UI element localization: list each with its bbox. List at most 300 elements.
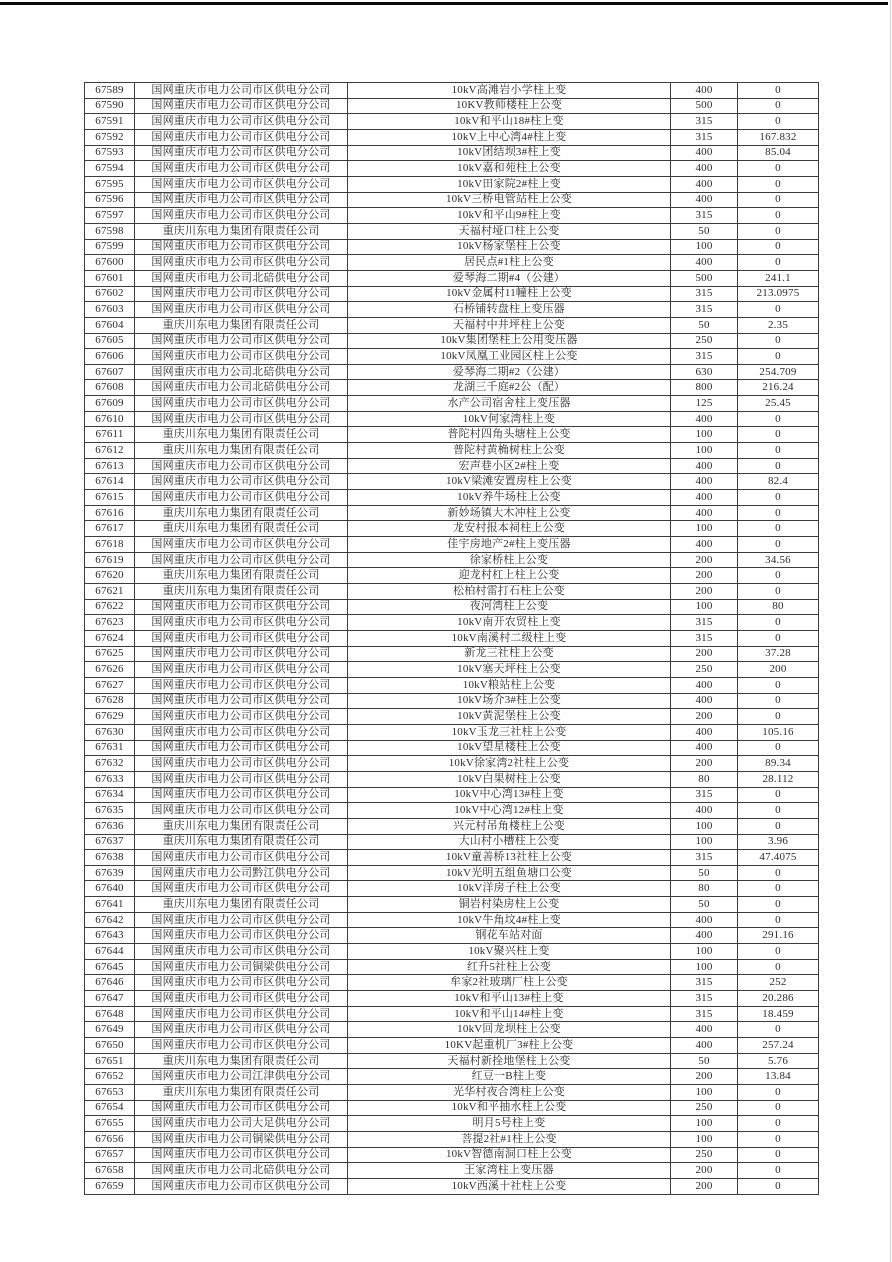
cell-company: 国网重庆市电力公司市区供电分公司 bbox=[135, 129, 348, 145]
cell-company: 国网重庆市电力公司市区供电分公司 bbox=[135, 474, 348, 490]
table-row bbox=[85, 1053, 819, 1069]
cell-value: 20.286 bbox=[738, 991, 819, 1007]
cell-name: 10kV养牛场柱上公变 bbox=[348, 490, 671, 506]
cell-name: 10kV聚兴柱上变 bbox=[348, 944, 671, 960]
cell-company: 国网重庆市电力公司北碚供电分公司 bbox=[135, 270, 348, 286]
cell-capacity: 100 bbox=[671, 599, 738, 615]
cell-capacity: 100 bbox=[671, 443, 738, 459]
cell-company: 国网重庆市电力公司北碚供电分公司 bbox=[135, 380, 348, 396]
cell-id: 67623 bbox=[85, 615, 135, 631]
cell-capacity: 500 bbox=[671, 270, 738, 286]
cell-id: 67605 bbox=[85, 333, 135, 349]
table-row bbox=[85, 161, 819, 177]
cell-name: 10kV玉龙三社柱上公变 bbox=[348, 724, 671, 740]
cell-value: 0 bbox=[738, 114, 819, 130]
cell-capacity: 315 bbox=[671, 349, 738, 365]
cell-name: 龙湖三千庭#2公（配） bbox=[348, 380, 671, 396]
cell-company: 国网重庆市电力公司市区供电分公司 bbox=[135, 756, 348, 772]
cell-id: 67625 bbox=[85, 646, 135, 662]
cell-name: 10kV南开农贸柱上变 bbox=[348, 615, 671, 631]
table-row bbox=[85, 615, 819, 631]
cell-company: 重庆川东电力集团有限责任公司 bbox=[135, 1085, 348, 1101]
table-row bbox=[85, 818, 819, 834]
cell-capacity: 400 bbox=[671, 928, 738, 944]
cell-id: 67620 bbox=[85, 568, 135, 584]
cell-name: 爱琴海二期#4（公建） bbox=[348, 270, 671, 286]
cell-value: 0 bbox=[738, 521, 819, 537]
cell-company: 国网重庆市电力公司市区供电分公司 bbox=[135, 662, 348, 678]
cell-capacity: 315 bbox=[671, 114, 738, 130]
cell-company: 重庆川东电力集团有限责任公司 bbox=[135, 505, 348, 521]
table-row bbox=[85, 349, 819, 365]
cell-capacity: 400 bbox=[671, 411, 738, 427]
table-row bbox=[85, 756, 819, 772]
table-row bbox=[85, 1178, 819, 1194]
cell-company: 国网重庆市电力公司市区供电分公司 bbox=[135, 1038, 348, 1054]
cell-id: 67634 bbox=[85, 787, 135, 803]
table-row bbox=[85, 1069, 819, 1085]
cell-company: 重庆川东电力集团有限责任公司 bbox=[135, 317, 348, 333]
transformer-table-body bbox=[85, 83, 819, 1195]
cell-value: 0 bbox=[738, 427, 819, 443]
table-row bbox=[85, 1100, 819, 1116]
table-row bbox=[85, 912, 819, 928]
cell-company: 国网重庆市电力公司市区供电分公司 bbox=[135, 1022, 348, 1038]
table-row bbox=[85, 83, 819, 99]
cell-name: 爱琴海二期#2（公建） bbox=[348, 364, 671, 380]
table-row bbox=[85, 286, 819, 302]
cell-capacity: 400 bbox=[671, 176, 738, 192]
table-row bbox=[85, 975, 819, 991]
cell-name: 10kV三桥电管站柱上公变 bbox=[348, 192, 671, 208]
cell-capacity: 200 bbox=[671, 709, 738, 725]
table-row bbox=[85, 129, 819, 145]
cell-value: 0 bbox=[738, 1147, 819, 1163]
cell-company: 国网重庆市电力公司市区供电分公司 bbox=[135, 411, 348, 427]
cell-company: 国网重庆市电力公司市区供电分公司 bbox=[135, 176, 348, 192]
cell-company: 国网重庆市电力公司市区供电分公司 bbox=[135, 396, 348, 412]
cell-id: 67644 bbox=[85, 944, 135, 960]
table-row bbox=[85, 490, 819, 506]
table-row bbox=[85, 740, 819, 756]
cell-value: 18.459 bbox=[738, 1006, 819, 1022]
cell-id: 67628 bbox=[85, 693, 135, 709]
cell-name: 光华村夜合湾柱上公变 bbox=[348, 1085, 671, 1101]
table-row bbox=[85, 521, 819, 537]
cell-capacity: 400 bbox=[671, 458, 738, 474]
cell-company: 国网重庆市电力公司市区供电分公司 bbox=[135, 1178, 348, 1194]
cell-value: 13.84 bbox=[738, 1069, 819, 1085]
cell-id: 67596 bbox=[85, 192, 135, 208]
cell-company: 国网重庆市电力公司市区供电分公司 bbox=[135, 677, 348, 693]
cell-name: 10kV和平山14#柱上变 bbox=[348, 1006, 671, 1022]
cell-id: 67649 bbox=[85, 1022, 135, 1038]
cell-capacity: 400 bbox=[671, 1038, 738, 1054]
cell-name: 天福村新拴地堡柱上公变 bbox=[348, 1053, 671, 1069]
cell-company: 国网重庆市电力公司市区供电分公司 bbox=[135, 208, 348, 224]
cell-id: 67615 bbox=[85, 490, 135, 506]
cell-capacity: 315 bbox=[671, 850, 738, 866]
cell-capacity: 400 bbox=[671, 724, 738, 740]
cell-name: 居民点#1柱上公变 bbox=[348, 255, 671, 271]
cell-id: 67650 bbox=[85, 1038, 135, 1054]
cell-capacity: 100 bbox=[671, 239, 738, 255]
table-row bbox=[85, 239, 819, 255]
cell-capacity: 400 bbox=[671, 145, 738, 161]
cell-company: 国网重庆市电力公司市区供电分公司 bbox=[135, 646, 348, 662]
cell-value: 0 bbox=[738, 1163, 819, 1179]
cell-company: 国网重庆市电力公司市区供电分公司 bbox=[135, 239, 348, 255]
cell-name: 10kV和平抽水柱上公变 bbox=[348, 1100, 671, 1116]
cell-capacity: 315 bbox=[671, 208, 738, 224]
table-row bbox=[85, 709, 819, 725]
cell-capacity: 315 bbox=[671, 302, 738, 318]
cell-id: 67655 bbox=[85, 1116, 135, 1132]
table-row bbox=[85, 677, 819, 693]
cell-value: 34.56 bbox=[738, 552, 819, 568]
cell-id: 67599 bbox=[85, 239, 135, 255]
cell-value: 0 bbox=[738, 803, 819, 819]
cell-id: 67608 bbox=[85, 380, 135, 396]
cell-value: 0 bbox=[738, 505, 819, 521]
table-row bbox=[85, 333, 819, 349]
cell-id: 67641 bbox=[85, 897, 135, 913]
cell-name: 迎龙村杠上柱上公变 bbox=[348, 568, 671, 584]
cell-id: 67609 bbox=[85, 396, 135, 412]
cell-value: 82.4 bbox=[738, 474, 819, 490]
cell-name: 10kV洋房子柱上公变 bbox=[348, 881, 671, 897]
cell-id: 67654 bbox=[85, 1100, 135, 1116]
cell-capacity: 400 bbox=[671, 474, 738, 490]
cell-company: 国网重庆市电力公司市区供电分公司 bbox=[135, 850, 348, 866]
cell-value: 0 bbox=[738, 1178, 819, 1194]
cell-id: 67658 bbox=[85, 1163, 135, 1179]
table-row bbox=[85, 599, 819, 615]
cell-id: 67653 bbox=[85, 1085, 135, 1101]
cell-company: 国网重庆市电力公司市区供电分公司 bbox=[135, 83, 348, 99]
cell-id: 67638 bbox=[85, 850, 135, 866]
table-row bbox=[85, 443, 819, 459]
cell-capacity: 400 bbox=[671, 161, 738, 177]
cell-id: 67602 bbox=[85, 286, 135, 302]
table-row bbox=[85, 255, 819, 271]
cell-value: 105.16 bbox=[738, 724, 819, 740]
cell-value: 0 bbox=[738, 865, 819, 881]
cell-name: 10kV回龙坝柱上公变 bbox=[348, 1022, 671, 1038]
cell-capacity: 400 bbox=[671, 255, 738, 271]
cell-name: 红升5社柱上公变 bbox=[348, 959, 671, 975]
cell-value: 0 bbox=[738, 458, 819, 474]
cell-value: 252 bbox=[738, 975, 819, 991]
cell-value: 0 bbox=[738, 83, 819, 99]
cell-id: 67652 bbox=[85, 1069, 135, 1085]
cell-company: 国网重庆市电力公司市区供电分公司 bbox=[135, 630, 348, 646]
cell-capacity: 250 bbox=[671, 333, 738, 349]
cell-capacity: 315 bbox=[671, 787, 738, 803]
cell-capacity: 400 bbox=[671, 537, 738, 553]
cell-name: 10kV徐家湾2社柱上公变 bbox=[348, 756, 671, 772]
cell-value: 0 bbox=[738, 1085, 819, 1101]
cell-company: 国网重庆市电力公司市区供电分公司 bbox=[135, 881, 348, 897]
cell-value: 0 bbox=[738, 443, 819, 459]
cell-name: 牟家2社玻璃厂柱上公变 bbox=[348, 975, 671, 991]
cell-value: 2.35 bbox=[738, 317, 819, 333]
cell-value: 0 bbox=[738, 161, 819, 177]
table-row bbox=[85, 427, 819, 443]
cell-capacity: 200 bbox=[671, 568, 738, 584]
cell-id: 67648 bbox=[85, 1006, 135, 1022]
cell-company: 重庆川东电力集团有限责任公司 bbox=[135, 834, 348, 850]
cell-name: 普陀村四角头塘柱上公变 bbox=[348, 427, 671, 443]
table-row bbox=[85, 208, 819, 224]
cell-value: 0 bbox=[738, 176, 819, 192]
cell-name: 10kV场介3#柱上公变 bbox=[348, 693, 671, 709]
cell-id: 67643 bbox=[85, 928, 135, 944]
cell-name: 龙安村报本祠柱上公变 bbox=[348, 521, 671, 537]
table-row bbox=[85, 145, 819, 161]
cell-value: 0 bbox=[738, 333, 819, 349]
cell-id: 67619 bbox=[85, 552, 135, 568]
cell-company: 国网重庆市电力公司市区供电分公司 bbox=[135, 1006, 348, 1022]
cell-name: 10kV集团堡柱上公用变压器 bbox=[348, 333, 671, 349]
cell-id: 67607 bbox=[85, 364, 135, 380]
cell-company: 国网重庆市电力公司北碚供电分公司 bbox=[135, 364, 348, 380]
cell-company: 重庆川东电力集团有限责任公司 bbox=[135, 1053, 348, 1069]
cell-name: 明月5号柱上变 bbox=[348, 1116, 671, 1132]
cell-company: 重庆川东电力集团有限责任公司 bbox=[135, 427, 348, 443]
cell-value: 200 bbox=[738, 662, 819, 678]
cell-name: 10kV黄泥堡柱上公变 bbox=[348, 709, 671, 725]
cell-value: 0 bbox=[738, 490, 819, 506]
cell-capacity: 400 bbox=[671, 505, 738, 521]
cell-id: 67630 bbox=[85, 724, 135, 740]
cell-capacity: 315 bbox=[671, 1006, 738, 1022]
cell-name: 徐家桥柱上公变 bbox=[348, 552, 671, 568]
cell-capacity: 200 bbox=[671, 552, 738, 568]
cell-company: 国网重庆市电力公司市区供电分公司 bbox=[135, 145, 348, 161]
table-row bbox=[85, 98, 819, 114]
cell-id: 67633 bbox=[85, 771, 135, 787]
cell-company: 重庆川东电力集团有限责任公司 bbox=[135, 223, 348, 239]
cell-capacity: 100 bbox=[671, 427, 738, 443]
table-row bbox=[85, 1116, 819, 1132]
cell-id: 67603 bbox=[85, 302, 135, 318]
table-row bbox=[85, 1022, 819, 1038]
cell-company: 国网重庆市电力公司市区供电分公司 bbox=[135, 709, 348, 725]
cell-capacity: 80 bbox=[671, 881, 738, 897]
cell-capacity: 100 bbox=[671, 1131, 738, 1147]
cell-name: 10kV上中心湾4#柱上变 bbox=[348, 129, 671, 145]
cell-company: 国网重庆市电力公司市区供电分公司 bbox=[135, 333, 348, 349]
cell-company: 国网重庆市电力公司市区供电分公司 bbox=[135, 537, 348, 553]
cell-capacity: 630 bbox=[671, 364, 738, 380]
table-row bbox=[85, 380, 819, 396]
scan-edge-line bbox=[890, 0, 891, 1262]
cell-name: 10kV中心湾13#柱上变 bbox=[348, 787, 671, 803]
cell-name: 10kV和平山18#柱上变 bbox=[348, 114, 671, 130]
table-row bbox=[85, 317, 819, 333]
table-row bbox=[85, 270, 819, 286]
cell-company: 国网重庆市电力公司市区供电分公司 bbox=[135, 114, 348, 130]
cell-company: 重庆川东电力集团有限责任公司 bbox=[135, 897, 348, 913]
table-row bbox=[85, 850, 819, 866]
cell-company: 国网重庆市电力公司市区供电分公司 bbox=[135, 302, 348, 318]
cell-value: 37.28 bbox=[738, 646, 819, 662]
cell-capacity: 100 bbox=[671, 1085, 738, 1101]
cell-name: 10kV童善桥13社柱上公变 bbox=[348, 850, 671, 866]
cell-company: 重庆川东电力集团有限责任公司 bbox=[135, 568, 348, 584]
cell-id: 67627 bbox=[85, 677, 135, 693]
cell-capacity: 315 bbox=[671, 286, 738, 302]
cell-id: 67629 bbox=[85, 709, 135, 725]
cell-id: 67594 bbox=[85, 161, 135, 177]
cell-name: 10kV白果树柱上公变 bbox=[348, 771, 671, 787]
cell-capacity: 500 bbox=[671, 98, 738, 114]
cell-name: 10kV杨家堡柱上公变 bbox=[348, 239, 671, 255]
cell-value: 241.1 bbox=[738, 270, 819, 286]
table-row bbox=[85, 834, 819, 850]
table-row bbox=[85, 959, 819, 975]
cell-name: 10kV田家院2#柱上变 bbox=[348, 176, 671, 192]
cell-value: 0 bbox=[738, 740, 819, 756]
table-row bbox=[85, 223, 819, 239]
cell-id: 67600 bbox=[85, 255, 135, 271]
cell-capacity: 50 bbox=[671, 223, 738, 239]
cell-value: 0 bbox=[738, 1116, 819, 1132]
cell-id: 67646 bbox=[85, 975, 135, 991]
cell-company: 重庆川东电力集团有限责任公司 bbox=[135, 584, 348, 600]
cell-company: 国网重庆市电力公司黔江供电分公司 bbox=[135, 865, 348, 881]
cell-company: 国网重庆市电力公司市区供电分公司 bbox=[135, 615, 348, 631]
cell-value: 0 bbox=[738, 912, 819, 928]
cell-capacity: 250 bbox=[671, 662, 738, 678]
cell-capacity: 315 bbox=[671, 129, 738, 145]
cell-capacity: 315 bbox=[671, 991, 738, 1007]
cell-value: 47.4075 bbox=[738, 850, 819, 866]
cell-name: 天福村垭口柱上公变 bbox=[348, 223, 671, 239]
cell-id: 67657 bbox=[85, 1147, 135, 1163]
cell-name: 10kV和平山9#柱上变 bbox=[348, 208, 671, 224]
cell-value: 254.709 bbox=[738, 364, 819, 380]
cell-id: 67612 bbox=[85, 443, 135, 459]
cell-capacity: 200 bbox=[671, 756, 738, 772]
cell-id: 67610 bbox=[85, 411, 135, 427]
cell-company: 重庆川东电力集团有限责任公司 bbox=[135, 521, 348, 537]
cell-id: 67637 bbox=[85, 834, 135, 850]
cell-value: 0 bbox=[738, 881, 819, 897]
table-row bbox=[85, 897, 819, 913]
cell-value: 25.45 bbox=[738, 396, 819, 412]
cell-id: 67645 bbox=[85, 959, 135, 975]
cell-capacity: 400 bbox=[671, 912, 738, 928]
cell-company: 国网重庆市电力公司市区供电分公司 bbox=[135, 98, 348, 114]
cell-id: 67622 bbox=[85, 599, 135, 615]
cell-id: 67639 bbox=[85, 865, 135, 881]
cell-name: 石桥铺转盘柱上变压器 bbox=[348, 302, 671, 318]
cell-name: 10kV粮站柱上公变 bbox=[348, 677, 671, 693]
cell-company: 国网重庆市电力公司市区供电分公司 bbox=[135, 975, 348, 991]
cell-id: 67626 bbox=[85, 662, 135, 678]
cell-company: 国网重庆市电力公司市区供电分公司 bbox=[135, 724, 348, 740]
cell-company: 国网重庆市电力公司市区供电分公司 bbox=[135, 1100, 348, 1116]
cell-name: 10kV团结坝3#柱上变 bbox=[348, 145, 671, 161]
cell-name: 兴元村吊角楼柱上公变 bbox=[348, 818, 671, 834]
cell-value: 0 bbox=[738, 1022, 819, 1038]
cell-capacity: 400 bbox=[671, 740, 738, 756]
cell-id: 67617 bbox=[85, 521, 135, 537]
cell-name: 10kV梁滩安置房柱上公变 bbox=[348, 474, 671, 490]
cell-capacity: 250 bbox=[671, 1147, 738, 1163]
table-row bbox=[85, 411, 819, 427]
cell-value: 0 bbox=[738, 818, 819, 834]
cell-company: 国网重庆市电力公司铜梁供电分公司 bbox=[135, 959, 348, 975]
cell-value: 257.24 bbox=[738, 1038, 819, 1054]
cell-id: 67589 bbox=[85, 83, 135, 99]
cell-value: 0 bbox=[738, 568, 819, 584]
cell-id: 67647 bbox=[85, 991, 135, 1007]
cell-id: 67640 bbox=[85, 881, 135, 897]
cell-company: 国网重庆市电力公司市区供电分公司 bbox=[135, 787, 348, 803]
cell-company: 国网重庆市电力公司江津供电分公司 bbox=[135, 1069, 348, 1085]
table-row bbox=[85, 176, 819, 192]
cell-name: 10KV起重机厂3#柱上公变 bbox=[348, 1038, 671, 1054]
cell-value: 0 bbox=[738, 411, 819, 427]
cell-capacity: 100 bbox=[671, 834, 738, 850]
cell-id: 67642 bbox=[85, 912, 135, 928]
cell-value: 0 bbox=[738, 693, 819, 709]
cell-id: 67593 bbox=[85, 145, 135, 161]
cell-id: 67604 bbox=[85, 317, 135, 333]
table-row bbox=[85, 646, 819, 662]
table-row bbox=[85, 458, 819, 474]
cell-value: 0 bbox=[738, 944, 819, 960]
table-row bbox=[85, 505, 819, 521]
cell-capacity: 50 bbox=[671, 317, 738, 333]
cell-value: 0 bbox=[738, 208, 819, 224]
cell-company: 国网重庆市电力公司市区供电分公司 bbox=[135, 912, 348, 928]
cell-capacity: 100 bbox=[671, 1116, 738, 1132]
cell-id: 67606 bbox=[85, 349, 135, 365]
cell-value: 0 bbox=[738, 255, 819, 271]
cell-name: 红豆一B柱上变 bbox=[348, 1069, 671, 1085]
cell-name: 普陀村黄桷树柱上公变 bbox=[348, 443, 671, 459]
cell-capacity: 200 bbox=[671, 1069, 738, 1085]
cell-id: 67601 bbox=[85, 270, 135, 286]
cell-capacity: 400 bbox=[671, 677, 738, 693]
cell-name: 10kV和平山13#柱上变 bbox=[348, 991, 671, 1007]
cell-id: 67631 bbox=[85, 740, 135, 756]
cell-company: 国网重庆市电力公司市区供电分公司 bbox=[135, 693, 348, 709]
cell-name: 10kV南溪村二级柱上变 bbox=[348, 630, 671, 646]
table-row bbox=[85, 1085, 819, 1101]
cell-company: 国网重庆市电力公司市区供电分公司 bbox=[135, 991, 348, 1007]
cell-value: 0 bbox=[738, 709, 819, 725]
table-row bbox=[85, 364, 819, 380]
cell-name: 10kV金属村11幢柱上公变 bbox=[348, 286, 671, 302]
cell-company: 国网重庆市电力公司市区供电分公司 bbox=[135, 255, 348, 271]
cell-company: 国网重庆市电力公司市区供电分公司 bbox=[135, 928, 348, 944]
cell-capacity: 50 bbox=[671, 865, 738, 881]
cell-name: 10kV何家湾柱上变 bbox=[348, 411, 671, 427]
cell-value: 291.16 bbox=[738, 928, 819, 944]
cell-value: 3.96 bbox=[738, 834, 819, 850]
cell-company: 国网重庆市电力公司市区供电分公司 bbox=[135, 192, 348, 208]
cell-id: 67632 bbox=[85, 756, 135, 772]
cell-company: 国网重庆市电力公司市区供电分公司 bbox=[135, 552, 348, 568]
cell-name: 新妙场镇大木冲柱上公变 bbox=[348, 505, 671, 521]
cell-name: 10kV西溪十社柱上公变 bbox=[348, 1178, 671, 1194]
cell-capacity: 400 bbox=[671, 83, 738, 99]
